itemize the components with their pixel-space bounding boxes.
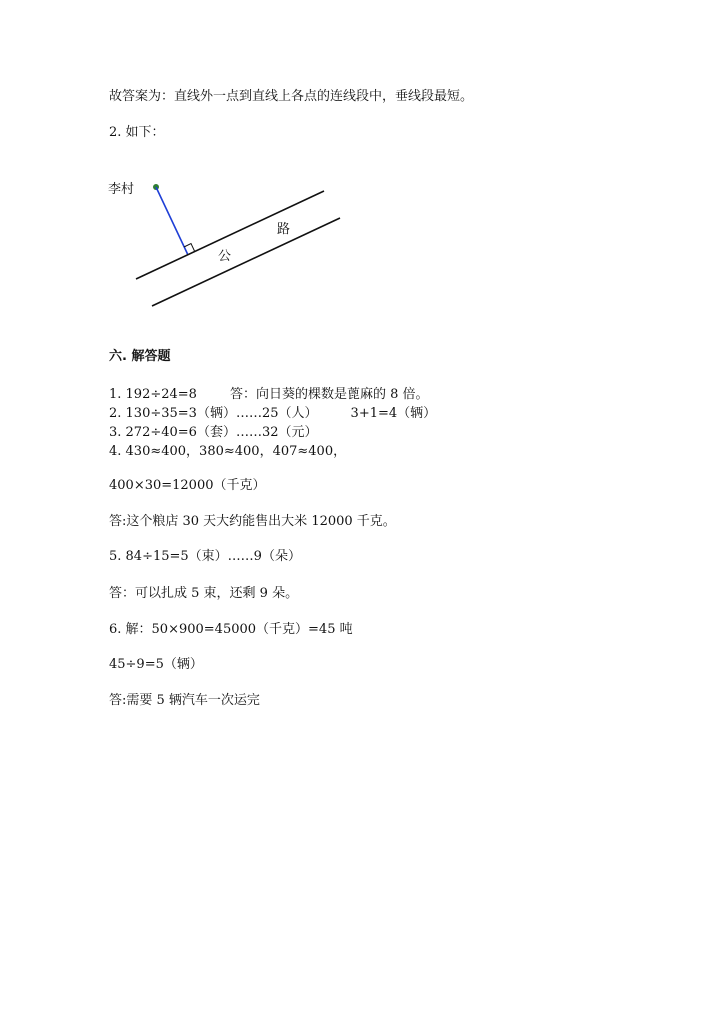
- road-label-gong: 公: [218, 249, 232, 264]
- answer-3: 3. 272÷40=6（套）……32（元）: [109, 425, 318, 440]
- answer-1: 1. 192÷24=8 答：向日葵的棵数是蓖麻的 8 倍。: [109, 387, 429, 402]
- road-label-lu: 路: [277, 222, 291, 237]
- answer-4-conclusion: 答:这个粮店 30 天大约能售出大米 12000 千克。: [109, 514, 396, 529]
- section-title: 六. 解答题: [109, 349, 171, 364]
- village-label: 李村: [108, 182, 135, 197]
- answer-5: 5. 84÷15=5（束）……9（朵）: [109, 549, 301, 564]
- answer-6-calc: 45÷9=5（辆）: [109, 657, 203, 672]
- perpendicular-segment: [156, 187, 188, 255]
- answer-4: 4. 430≈400，380≈400，407≈400，: [109, 444, 347, 459]
- answer-4-calc: 400×30=12000（千克）: [109, 478, 266, 493]
- road-edge-lower: [152, 218, 340, 306]
- answer-5-conclusion: 答：可以扎成 5 束，还剩 9 朵。: [109, 586, 299, 601]
- previous-answer-line: 故答案为：直线外一点到直线上各点的连线段中，垂线段最短。: [109, 89, 474, 104]
- answer-6: 6. 解：50×900=45000（千克）=45 吨: [109, 622, 353, 637]
- item-2-label: 2. 如下：: [109, 125, 165, 140]
- answer-6-conclusion: 答:需要 5 辆汽车一次运完: [109, 693, 260, 708]
- answer-2: 2. 130÷35=3（辆）……25（人） 3+1=4（辆）: [109, 406, 437, 421]
- road-perpendicular-diagram: [100, 168, 360, 318]
